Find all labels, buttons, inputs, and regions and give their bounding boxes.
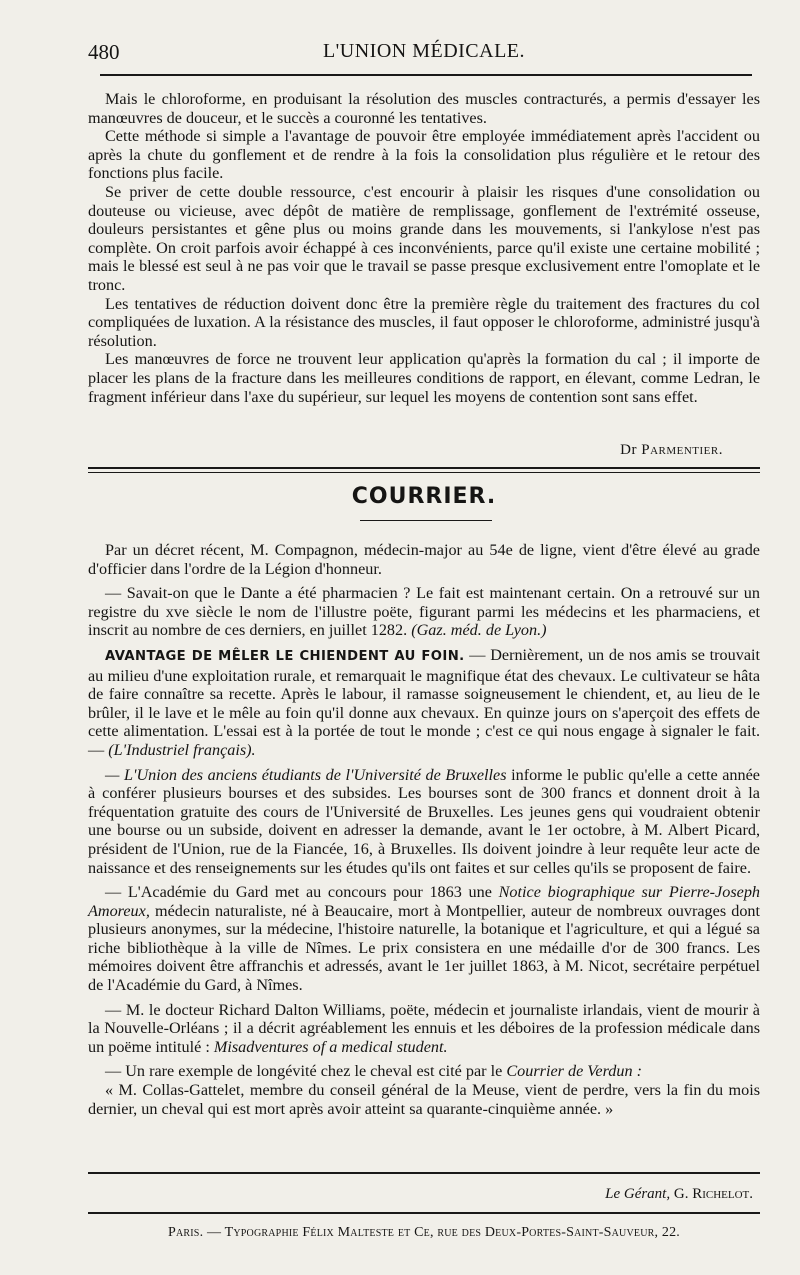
news-item-italic: — L'Union des anciens étudiants de l'Université de Bruxelles: [105, 765, 507, 784]
news-item-italic: Notice biographique sur Pierre-Joseph Amoreux,: [88, 883, 761, 920]
section-rule-top: [88, 467, 760, 469]
news-item-text: — M. le docteur Richard Dalton Williams, poëte, médecin et journaliste irlandais, vient de mourir à la Nouvelle-Orléans ; il a décrit agréablement les ennuis et les déboires de la profession médicale dans un poëme intitulé :: [88, 1000, 760, 1056]
article-paragraph: Cette méthode si simple a l'avantage de pouvoir être employée immédiatement après l'accident ou après la chute du gonflement et de rendre à la fois la consolidation plus régulière et le retour des fonctions plus facile.: [88, 127, 760, 183]
news-item-source: (L'Industriel français).: [108, 740, 256, 759]
footer-rule-bottom: [88, 1212, 760, 1214]
news-item: Par un décret récent, M. Compagnon, médecin-major au 54e de ligne, vient d'être élevé au grade d'officier dans l'ordre de la Légion d'honneur.: [88, 541, 760, 578]
author-signature: [88, 442, 723, 459]
news-item: [88, 883, 760, 995]
header-rule: [100, 74, 752, 76]
news-item-text: — Savait-on que le Dante a été pharmacien ? Le fait est maintenant certain. On a retrouvé sur un registre du xve siècle le nom de l'illustre poëte, figurant parmi les médecins et les pharmaciens, et inscrit au nombre de ces derniers, en juillet 1282.: [88, 584, 760, 640]
news-item-text: — Dernièrement, un de nos amis se trouvait au milieu d'une exploitation rurale, et remarquait le magnifique état des chevaux. Le cultivateur se hâta de faire connaître sa recette. Après le labour, il ramasse soigneusement le chiendent, et, au lieu de le brûler, il le lave et le mêle au foin qu'il donne aux chevaux. En quinze jours on s'aperçoit des effets de cette alimentation. L'essai est à la portée de tout le monde ; c'est ce qui nous engage à signaler le fait. —: [88, 645, 760, 759]
page-header: [88, 34, 760, 68]
news-item-source: (Gaz. méd. de Lyon.): [411, 621, 547, 640]
article-conclusion: [88, 90, 760, 406]
section-rule-bottom: [88, 472, 760, 473]
article-paragraph: Se priver de cette double ressource, c'est encourir à plaisir les risques d'une consolidation ou douteuse ou vicieuse, avec dépôt de matière de remplissage, gonflement de l'extrémité osseuse, douleurs persistantes et gêne plus ou moins grande dans les mouvements, si l'ankylose n'est pas complète. On croit parfois avoir échappé à ces inconvénients, parce qu'il existe une certaine mobilité ; mais le blessé est seul à ne pas voir que le travail se passe presque exclusivement entre l'omoplate et le tronc.: [88, 182, 760, 294]
article-paragraph: Mais le chloroforme, en produisant la résolution des muscles contracturés, a permis d'essayer les manœuvres de douceur, et le succès a couronné les tentatives.: [88, 90, 760, 127]
section-title: COURRIER.: [351, 484, 497, 509]
news-item-text: — L'Académie du Gard met au concours pour 1863 une: [105, 883, 492, 902]
title-underline: [360, 520, 492, 521]
news-item-text: informe le public qu'elle a cette année à conférer plusieurs bourses et des subsides. Les bourses sont de 300 francs et donnent droit à la fréquentation gratuite des cours de l'Université de Bruxelles. Les jeunes gens qui voudraient obtenir une bourse ou un subside, doivent en adresser la demande, avant le 1er octobre, à M. Albert Picard, président de l'Union, rue de la Fiancée, 16, à Bruxelles. Ils doivent joindre à leur requête leur acte de naissance et des renseignements sur les études qu'ils ont faites et sur celles qu'ils se proposent de faire.: [88, 765, 760, 877]
news-item-text: médecin naturaliste, né à Beaucaire, mort à Montpellier, auteur de nombreux ouvrages dont plusieurs anonymes, sur la médecine, l'histoire naturelle, la botanique et l'agriculture, et qui a légué sa riche bibliothèque à la ville de Nîmes. Le prix consistera en une médaille d'or de 300 francs. Les mémoires doivent être affranchis et adressés, avant le 1er juillet 1863, à M. Nicot, secrétaire perpétuel de l'Académie du Gard, à Nîmes.: [88, 901, 761, 995]
printer-imprint: Paris. — Typographie Félix Malteste et Ce, rue des Deux-Portes-Saint-Sauveur, 22.: [168, 1225, 680, 1240]
news-item: [88, 766, 760, 878]
signature-name: Parmentier.: [641, 442, 723, 458]
gerant-label: Le Gérant,: [605, 1186, 671, 1202]
news-item-heading: AVANTAGE DE MÊLER LE CHIENDENT AU FOIN.: [105, 648, 465, 664]
news-item-quote: « M. Collas-Gattelet, membre du conseil général de la Meuse, vient de perdre, vers la fin du mois dernier, un cheval qui est mort après avoir atteint sa quarante-cinquième année. »: [88, 1081, 760, 1118]
signature-prefix: Dr: [620, 442, 637, 458]
courrier-column: [88, 541, 760, 1118]
footer-rule-top: [88, 1172, 760, 1174]
news-item: [88, 584, 760, 640]
news-item-italic: Misadventures of a medical student.: [213, 1037, 448, 1056]
article-paragraph: Les tentatives de réduction doivent donc être la première règle du traitement des fractures du col compliquées de luxation. A la résistance des muscles, il faut opposer le chloroforme, administré jusqu'à résolution.: [88, 294, 760, 350]
page-number: 480: [88, 40, 120, 64]
news-item-italic: Courrier de Verdun :: [506, 1062, 642, 1081]
gerant-name: G. Richelot.: [673, 1186, 753, 1202]
news-item: [88, 1062, 760, 1081]
article-paragraph: Les manœuvres de force ne trouvent leur application qu'après la formation du cal ; il importe de placer les plans de la fracture dans les meilleures conditions de rapport, en élevant, comme Ledran, le fragment inférieur dans l'axe du supérieur, sur lequel les moyens de contention sont sans effet.: [88, 350, 760, 406]
news-item-text: — Un rare exemple de longévité chez le cheval est cité par le: [105, 1062, 503, 1081]
news-item: [88, 1001, 760, 1057]
running-title: L'UNION MÉDICALE.: [322, 40, 526, 62]
news-item: [88, 646, 760, 760]
gerant-line: [88, 1186, 753, 1203]
